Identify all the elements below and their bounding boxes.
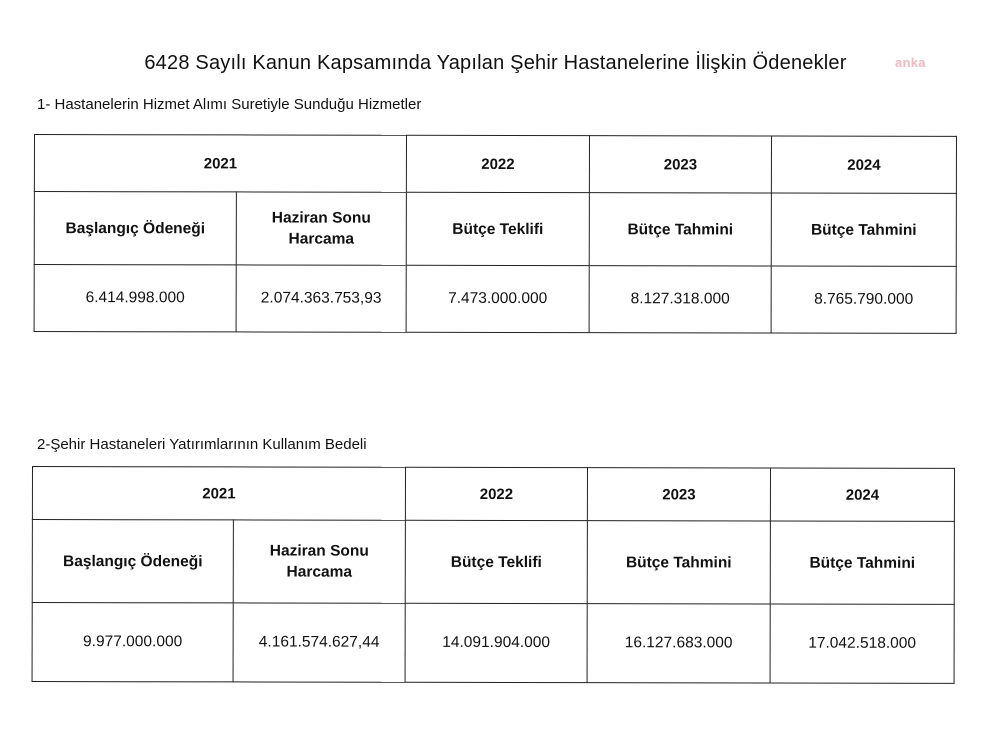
column-header: Bütçe Tahmini [589, 193, 771, 266]
value-cell: 8.127.318.000 [589, 266, 771, 333]
year-row [34, 135, 956, 194]
column-header: Bütçe Teklifi [405, 520, 587, 603]
column-header [236, 192, 406, 265]
value-cell: 7.473.000.000 [406, 265, 589, 332]
column-header: Bütçe Tahmini [587, 521, 770, 604]
year-header-2021: 2021 [32, 467, 405, 521]
column-header-label: Haziran Sonu Harcama [271, 209, 371, 248]
value-cell: 8.765.790.000 [771, 266, 956, 333]
column-header: Bütçe Tahmini [770, 521, 954, 604]
year-header-2024: 2024 [770, 468, 954, 521]
value-cell: 17.042.518.000 [770, 604, 954, 683]
section-heading: 1- Hastanelerin Hizmet Alımı Suretiyle Sunduğu Hizmetler [37, 96, 422, 113]
budget-table [32, 466, 955, 684]
section-heading: 2-Şehir Hastaneleri Yatırımlarının Kullanım Bedeli [37, 436, 367, 453]
value-cell: 2.074.363.753,93 [236, 265, 406, 332]
value-cell: 4.161.574.627,44 [233, 603, 405, 682]
column-header: Bütçe Tahmini [771, 193, 956, 266]
page-title: 6428 Sayılı Kanun Kapsamında Yapılan Şehir Hastanelerine İlişkin Ödenekler [144, 52, 847, 74]
year-header-2023: 2023 [587, 468, 770, 521]
year-row [32, 467, 954, 522]
value-cell: 6.414.998.000 [34, 265, 236, 332]
year-header-2021: 2021 [34, 135, 406, 193]
budget-table [34, 134, 957, 334]
value-cell: 16.127.683.000 [587, 604, 770, 683]
year-header-2022: 2022 [405, 467, 587, 520]
column-header: Bütçe Teklifi [406, 192, 589, 265]
year-header-2024: 2024 [771, 136, 956, 193]
value-cell: 14.091.904.000 [405, 603, 587, 682]
column-header [233, 520, 405, 603]
value-row [34, 265, 956, 334]
column-header: Başlangıç Ödeneği [32, 520, 233, 603]
value-row [32, 603, 954, 684]
column-header-row [34, 192, 956, 267]
year-header-2023: 2023 [589, 136, 771, 193]
year-header-2022: 2022 [406, 135, 589, 192]
watermark-logo: anka [895, 55, 926, 70]
value-cell: 9.977.000.000 [32, 603, 233, 682]
column-header-row [32, 520, 954, 605]
column-header: Başlangıç Ödeneği [34, 192, 236, 265]
column-header-label: Haziran Sonu Harcama [269, 542, 369, 581]
